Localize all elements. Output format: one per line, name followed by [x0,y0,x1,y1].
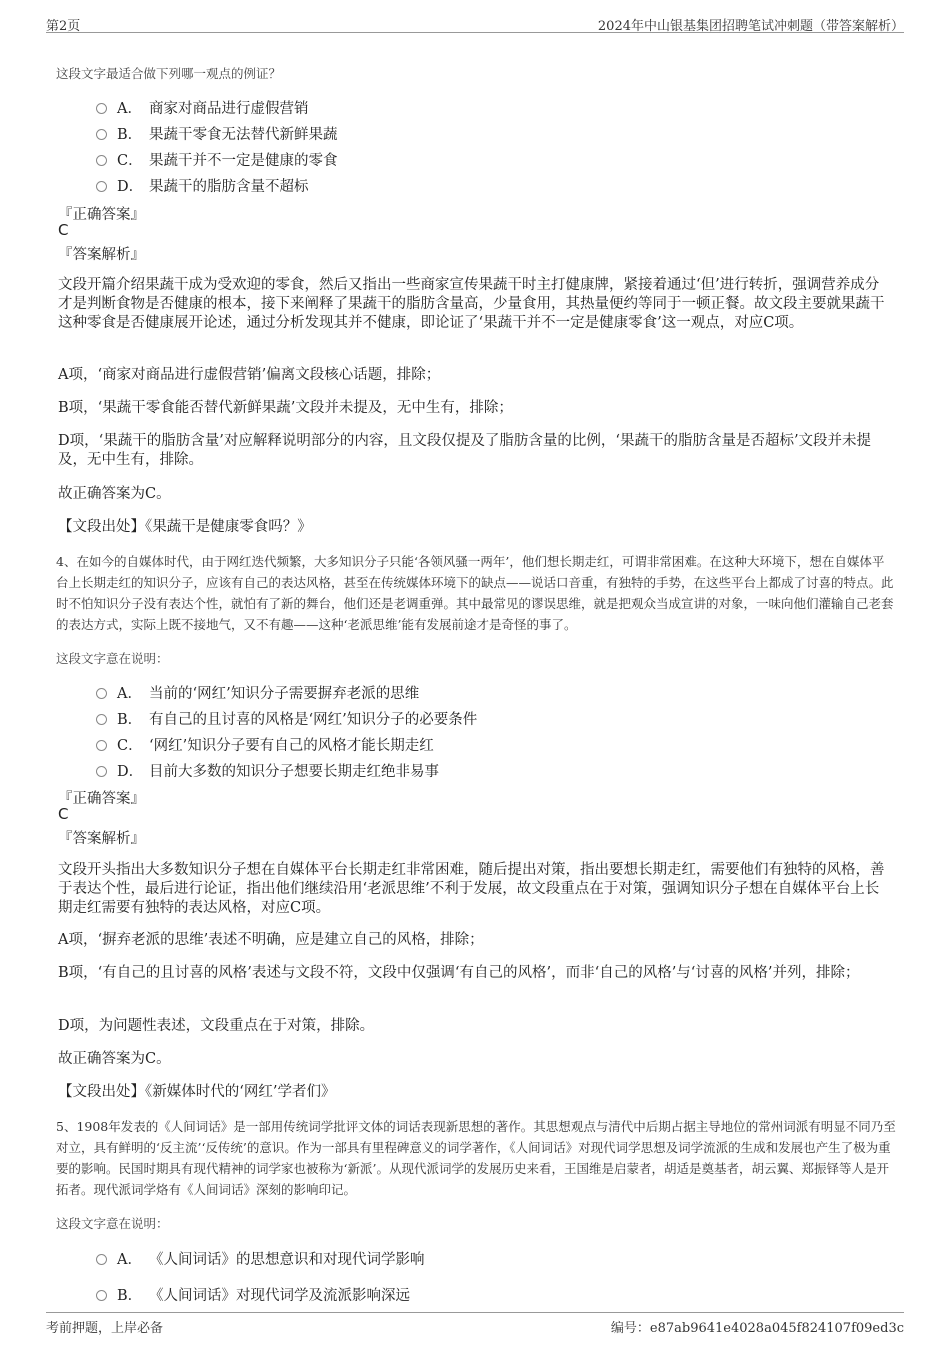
answer-value: C [58,221,69,239]
analysis-paragraph: D项，为问题性表述，文段重点在于对策，排除。 [58,1018,375,1034]
radio-icon[interactable] [96,1254,107,1265]
option-d[interactable]: D． 果蔬干的脂肪含量不超标 [96,175,309,196]
answer-label: 『正确答案』 [58,207,145,223]
analysis-paragraph: B项，‘有自己的且讨喜的风格’表述与文段不符，文段中仅强调‘有自己的风格’，而非‘自己的风格’与‘讨喜的风格’并列，排除； [58,965,860,981]
option-b[interactable]: B． 《人间词话》对现代词学及流派影响深远 [96,1284,410,1305]
option-a[interactable]: A． 商家对商品进行虚假营销 [96,97,309,118]
option-d[interactable]: D． 目前大多数的知识分子想要长期走红绝非易事 [96,760,439,781]
analysis-paragraph: 文段开头指出大多数知识分子想在自媒体平台长期走红非常困难，随后提出对策，指出要想长期走红，需要他们有独特的风格，善于表达个性，最后进行论证，指出他们继续沿用‘老派思维’不利于发展，故文段重点在于对策，强调知识分子想在自媒体平台上长期走红需要有独特的表达风格，对应C项。 [58,862,885,916]
source-citation: 【文段出处】《新媒体时代的‘网红’学者们》 [58,1084,336,1100]
radio-icon[interactable] [96,103,107,114]
source-citation: 【文段出处】《果蔬干是健康零食吗？》 [58,519,312,535]
answer-value: C [58,805,69,823]
question-stem: 4、在如今的自媒体时代，由于网红迭代频繁，大多知识分子只能‘各领风骚一两年’，他们想长期走红，可谓非常困难。在这种大环境下，想在自媒体平台上长期走红的知识分子，应该有自己的表达风格，甚至在传统媒体环境下的缺点——说话口音重，有独特的手势，在这些平台上都成了讨喜的特点。此时不怕知识分子没有表达个性，就怕有了新的舞台，他们还是老调重弹。其中最常见的谬误思维，就是把观众当成宣讲的对象，一味向他们灌输自己老套的表达方式，实际上既不接地气，又不有趣——这种‘老派思维’能有发展前途才是奇怪的事了。 [56,554,894,632]
document-title: 2024年中山银基集团招聘笔试冲刺题（带答案解析） [597,19,904,34]
option-c[interactable]: C． ‘网红’知识分子要有自己的风格才能长期走红 [96,734,434,755]
option-c[interactable]: C． 果蔬干并不一定是健康的零食 [96,149,338,170]
radio-icon[interactable] [96,181,107,192]
analysis-paragraph: 文段开篇介绍果蔬干成为受欢迎的零食，然后又指出一些商家宣传果蔬干时主打健康牌，紧接着通过‘但’进行转折，强调营养成分才是判断食物是否健康的根本，接下来阐释了果蔬干的脂肪含量高，少量食用，其热量便约等同于一顿正餐。故文段主要就果蔬干这种零食是否健康展开论述，通过分析发现其并不健康，即论证了‘果蔬干并不一定是健康零食’这一观点，对应C项。 [58,277,885,331]
analysis-paragraph: D项，‘果蔬干的脂肪含量’对应解释说明部分的内容，且文段仅提及了脂肪含量的比例，‘果蔬干的脂肪含量是否超标’文段并未提及，无中生有，排除。 [58,433,872,468]
radio-icon[interactable] [96,129,107,140]
analysis-label: 『答案解析』 [58,831,145,847]
radio-icon[interactable] [96,155,107,166]
radio-icon[interactable] [96,714,107,725]
analysis-paragraph: A项，‘商家对商品进行虚假营销’偏离文段核心话题，排除； [58,367,441,383]
question-prompt: 这段文字意在说明： [56,1216,169,1231]
radio-icon[interactable] [96,740,107,751]
analysis-paragraph: B项，‘果蔬干零食能否替代新鲜果蔬’文段并未提及，无中生有，排除； [58,400,513,416]
page-footer [46,1312,904,1337]
answer-label: 『正确答案』 [58,791,145,807]
option-a[interactable]: A． 当前的‘网红’知识分子需要摒弃老派的思维 [96,682,419,703]
page-header [46,10,904,33]
radio-icon[interactable] [96,766,107,777]
analysis-paragraph: A项，‘摒弃老派的思维’表述不明确，应是建立自己的风格，排除； [58,932,484,948]
radio-icon[interactable] [96,1290,107,1301]
option-a[interactable]: A． 《人间词话》的思想意识和对现代词学影响 [96,1248,425,1269]
analysis-paragraph: 故正确答案为C。 [58,1051,171,1067]
page-number: 第2页 [46,19,81,34]
footer-slogan: 考前押题，上岸必备 [46,1321,164,1336]
analysis-paragraph: 故正确答案为C。 [58,486,171,502]
option-b[interactable]: B． 果蔬干零食无法替代新鲜果蔬 [96,123,338,144]
document-id: 编号：e87ab9641e4028a045f824107f09ed3c [610,1321,904,1336]
analysis-label: 『答案解析』 [58,247,145,263]
question-prompt: 这段文字最适合做下列哪一观点的例证？ [56,66,282,81]
question-prompt: 这段文字意在说明： [56,651,169,666]
option-b[interactable]: B． 有自己的且讨喜的风格是‘网红’知识分子的必要条件 [96,708,477,729]
question-stem: 5、1908年发表的《人间词话》是一部用传统词学批评文体的词话表现新思想的著作。其思想观点与清代中后期占据主导地位的常州词派有明显不同乃至对立，具有鲜明的‘反主流’‘反传统’的意识。作为一部具有里程碑意义的词学著作，《人间词话》对现代词学思想及词学流派的生成和发展也产生了极为重要的影响。民国时期具有现代精神的词学家也被称为‘新派’。从现代派词学的发展历史来看，王国维是启蒙者，胡适是奠基者，胡云翼、郑振铎等人是开拓者。现代派词学烙有《人间词话》深刻的影响印记。 [56,1119,896,1197]
radio-icon[interactable] [96,688,107,699]
